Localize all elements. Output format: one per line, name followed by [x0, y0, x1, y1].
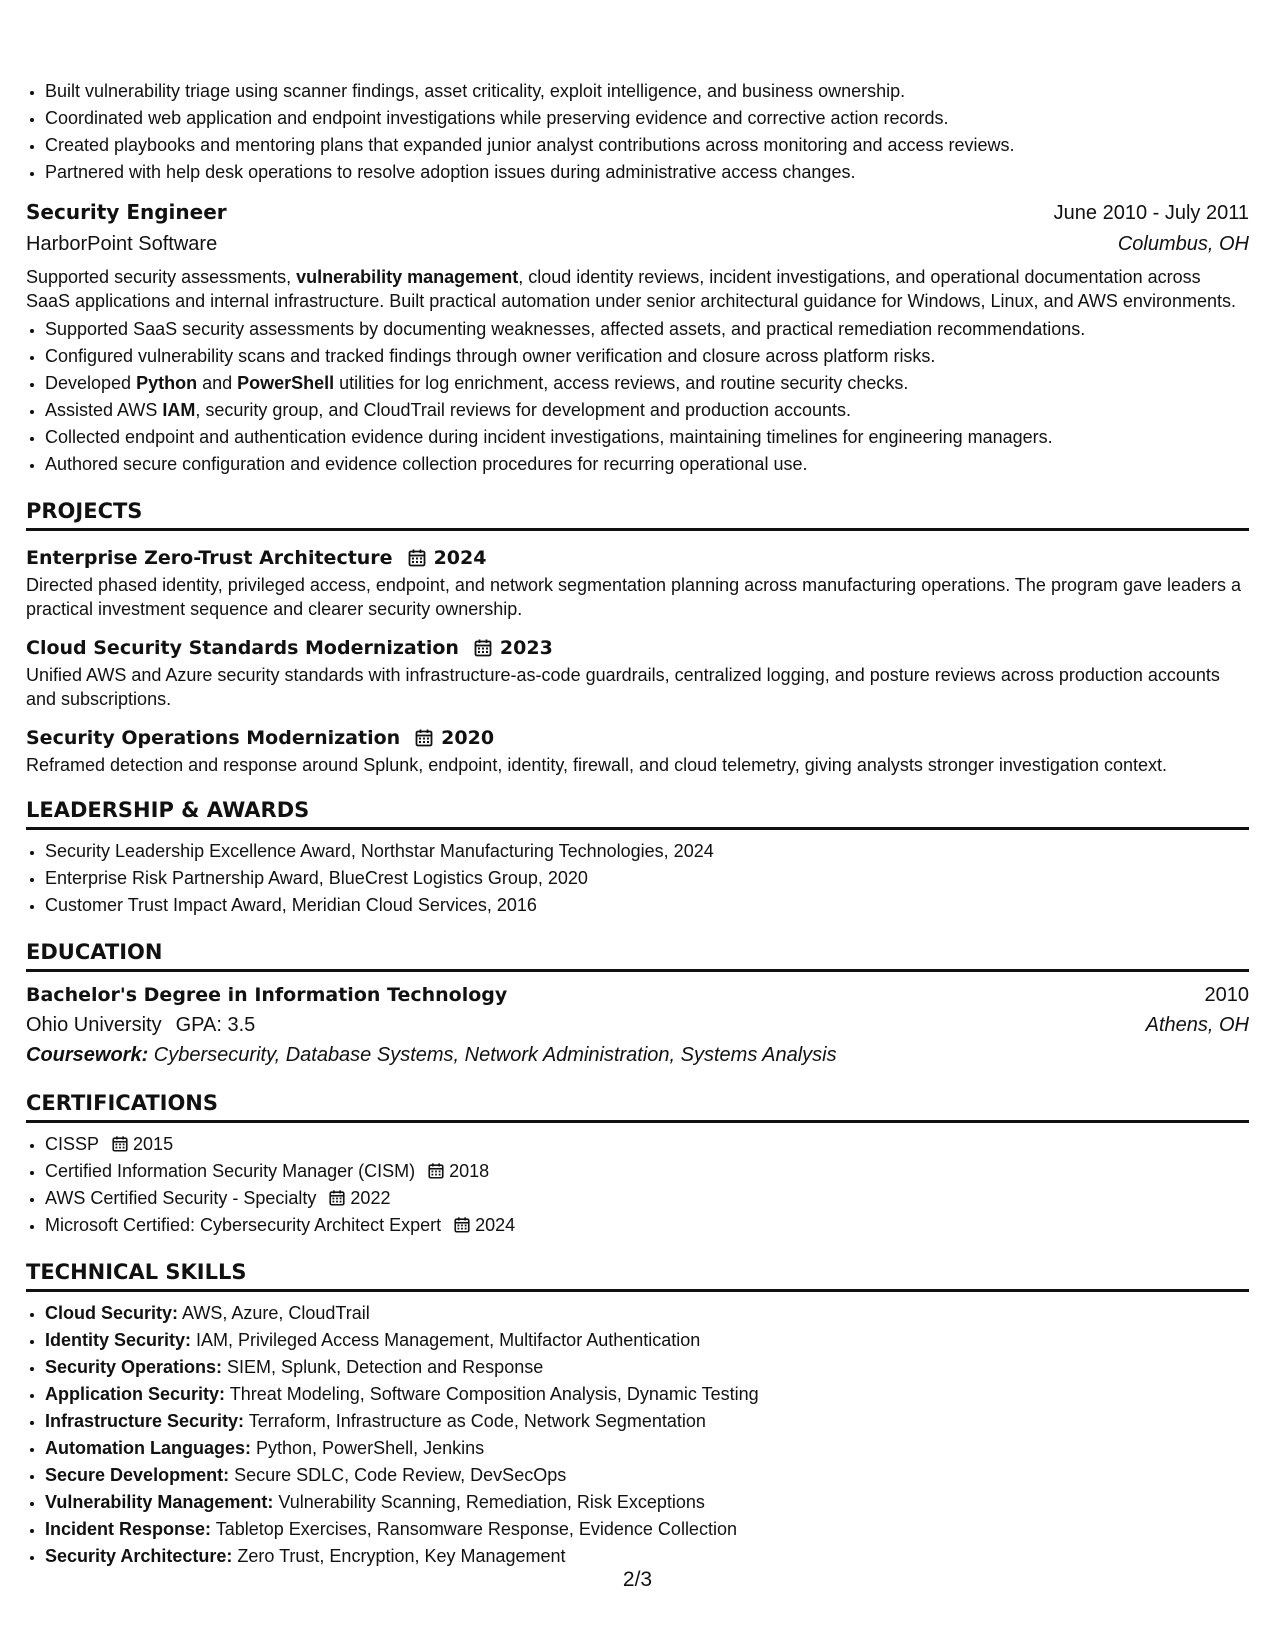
skill-label: Application Security: — [45, 1384, 226, 1404]
skill-label: Identity Security: — [45, 1330, 192, 1350]
role-summary — [26, 265, 1249, 313]
list-item — [45, 1212, 1249, 1239]
section-title-education: EDUCATION — [26, 937, 1249, 972]
bullet-keyword: Python — [136, 373, 198, 393]
education-header — [26, 980, 1249, 1010]
calendar-icon — [473, 638, 493, 658]
gpa: GPA: 3.5 — [175, 1014, 256, 1036]
list-item — [45, 1489, 1249, 1516]
skill-value: Terraform, Infrastructure as Code, Network Segmentation — [244, 1411, 706, 1431]
bullet-text: Assisted AWS — [45, 400, 163, 420]
list-item: • Authored secure configuration and evidence collection procedures for recurring operational use. — [45, 451, 1249, 478]
calendar-icon — [427, 1162, 445, 1180]
list-item: • Configured vulnerability scans and tracked findings through owner verification and closure across platform risks. — [45, 343, 1249, 370]
project-year: 2020 — [441, 727, 495, 749]
list-item — [45, 1408, 1249, 1435]
skill-value: SIEM, Splunk, Detection and Response — [222, 1357, 544, 1377]
section-title-awards: LEADERSHIP & AWARDS — [26, 795, 1249, 830]
skill-value: Threat Modeling, Software Composition Analysis, Dynamic Testing — [225, 1384, 759, 1404]
cert-year: 2022 — [350, 1188, 391, 1208]
skill-label: Cloud Security: — [45, 1303, 179, 1323]
project-header — [26, 543, 1249, 573]
skill-label: Automation Languages: — [45, 1438, 251, 1458]
section-title-certifications: CERTIFICATIONS — [26, 1088, 1249, 1123]
list-item: • Coordinated web application and endpoint investigations while preserving evidence and corrective action records. — [45, 105, 1249, 132]
list-item — [45, 370, 1249, 397]
calendar-icon — [453, 1216, 471, 1234]
skill-value: Python, PowerShell, Jenkins — [251, 1438, 485, 1458]
list-item — [45, 397, 1249, 424]
bullet-text: Developed — [45, 373, 137, 393]
project-year: 2023 — [499, 637, 553, 659]
skill-label: Security Architecture: — [45, 1546, 233, 1566]
school-info — [26, 1010, 255, 1040]
list-item: • Collected endpoint and authentication evidence during incident investigations, maintaining timelines for engineering managers. — [45, 424, 1249, 451]
list-item: • Security Leadership Excellence Award, Northstar Manufacturing Technologies, 2024 — [45, 838, 1249, 865]
calendar-icon — [328, 1189, 346, 1207]
list-item — [45, 1381, 1249, 1408]
list-item — [45, 1158, 1249, 1185]
role-header — [26, 196, 1249, 229]
cert-name: Certified Information Security Manager (CISM) — [45, 1161, 416, 1181]
project-title: Cloud Security Standards Modernization — [26, 637, 459, 659]
cert-year: 2015 — [133, 1134, 174, 1154]
awards-list — [26, 838, 1249, 919]
skill-value: Tabletop Exercises, Ransomware Response, Evidence Collection — [211, 1519, 737, 1539]
list-item: • Supported SaaS security assessments by documenting weaknesses, affected assets, and practical remediation recommendations. — [45, 316, 1249, 343]
skill-label: Incident Response: — [45, 1519, 212, 1539]
list-item — [45, 1354, 1249, 1381]
list-item — [45, 1185, 1249, 1212]
list-item — [45, 1327, 1249, 1354]
role-location: Columbus, OH — [1117, 233, 1249, 255]
project-description: Reframed detection and response around Splunk, endpoint, identity, firewall, and cloud telemetry, giving analysts stronger investigation context. — [26, 755, 1167, 775]
list-item — [45, 1131, 1249, 1158]
summary-text: Supported security assessments, — [26, 267, 297, 287]
project-description: Unified AWS and Azure security standards with infrastructure-as-code guardrails, centralized logging, and posture reviews across production accounts and subscriptions. — [26, 665, 1220, 709]
skill-value: Vulnerability Scanning, Remediation, Risk Exceptions — [273, 1492, 705, 1512]
project-title: Security Operations Modernization — [26, 727, 401, 749]
cert-name: AWS Certified Security - Specialty — [45, 1188, 317, 1208]
cert-year: 2024 — [475, 1215, 516, 1235]
project-header — [26, 723, 1249, 753]
skills-list — [26, 1300, 1249, 1570]
list-item — [45, 1543, 1249, 1570]
skill-value: IAM, Privileged Access Management, Multifactor Authentication — [191, 1330, 701, 1350]
role-company: HarborPoint Software — [26, 233, 218, 255]
list-item — [45, 1462, 1249, 1489]
list-item — [45, 1516, 1249, 1543]
skill-label: Infrastructure Security: — [45, 1411, 245, 1431]
bullet-text: , security group, and CloudTrail reviews for development and production accounts. — [195, 400, 852, 420]
list-item — [45, 1300, 1249, 1327]
section-title-projects: PROJECTS — [26, 496, 1249, 531]
calendar-icon — [111, 1135, 129, 1153]
list-item: • Partnered with help desk operations to resolve adoption issues during administrative access changes. — [45, 159, 1249, 186]
role-subheader — [26, 229, 1249, 259]
skill-label: Vulnerability Management: — [45, 1492, 274, 1512]
skill-label: Secure Development: — [45, 1465, 230, 1485]
summary-text: , cloud identity reviews, incident investigations, and operational documentation across SaaS applications and internal infrastructure. Built practical automation under senior architectural guidance for Windows, Linux, and AWS environments. — [26, 267, 1236, 311]
bullet-keyword: IAM — [162, 400, 196, 420]
cert-name: CISSP — [45, 1134, 100, 1154]
coursework-list: Cybersecurity, Database Systems, Network Administration, Systems Analysis — [148, 1044, 837, 1066]
skill-value: Zero Trust, Encryption, Key Management — [232, 1546, 566, 1566]
list-item: • Built vulnerability triage using scanner findings, asset criticality, exploit intelligence, and business ownership. — [45, 78, 1249, 105]
role-dates: June 2010 - July 2011 — [1053, 202, 1249, 224]
page-number: 2/3 — [622, 1568, 653, 1591]
coursework-label: Coursework: — [26, 1044, 149, 1066]
summary-keyword: vulnerability management — [296, 267, 519, 287]
bullet-text: and — [197, 373, 238, 393]
list-item: • Enterprise Risk Partnership Award, BlueCrest Logistics Group, 2020 — [45, 865, 1249, 892]
calendar-icon — [414, 728, 434, 748]
list-item: • Created playbooks and mentoring plans that expanded junior analyst contributions across monitoring and access reviews. — [45, 132, 1249, 159]
calendar-icon — [407, 548, 427, 568]
role-title: Security Engineer — [26, 200, 227, 224]
bullet-text: utilities for log enrichment, access reviews, and routine security checks. — [334, 373, 909, 393]
education-subheader — [26, 1010, 1249, 1040]
project-description: Directed phased identity, privileged access, endpoint, and network segmentation planning across manufacturing operations. The program gave leaders a practical investment sequence and clearer security ownership. — [26, 575, 1242, 619]
school-location: Athens, OH — [1145, 1014, 1249, 1036]
coursework — [26, 1040, 1249, 1070]
skill-value: Secure SDLC, Code Review, DevSecOps — [229, 1465, 567, 1485]
project-title: Enterprise Zero-Trust Architecture — [26, 547, 393, 569]
school-name: Ohio University — [26, 1014, 162, 1036]
cert-name: Microsoft Certified: Cybersecurity Architect Expert — [45, 1215, 442, 1235]
graduation-year: 2010 — [1204, 984, 1249, 1006]
project-year: 2024 — [433, 547, 487, 569]
list-item: • Customer Trust Impact Award, Meridian Cloud Services, 2016 — [45, 892, 1249, 919]
project-header — [26, 633, 1249, 663]
list-item — [45, 1435, 1249, 1462]
role-bullets — [26, 316, 1249, 478]
previous-role-bullets — [26, 78, 1249, 186]
degree-title: Bachelor's Degree in Information Technology — [26, 984, 508, 1006]
skill-label: Security Operations: — [45, 1357, 223, 1377]
bullet-keyword: PowerShell — [237, 373, 335, 393]
cert-year: 2018 — [449, 1161, 490, 1181]
section-title-skills: TECHNICAL SKILLS — [26, 1257, 1249, 1292]
certifications-list — [26, 1131, 1249, 1239]
skill-value: AWS, Azure, CloudTrail — [178, 1303, 370, 1323]
